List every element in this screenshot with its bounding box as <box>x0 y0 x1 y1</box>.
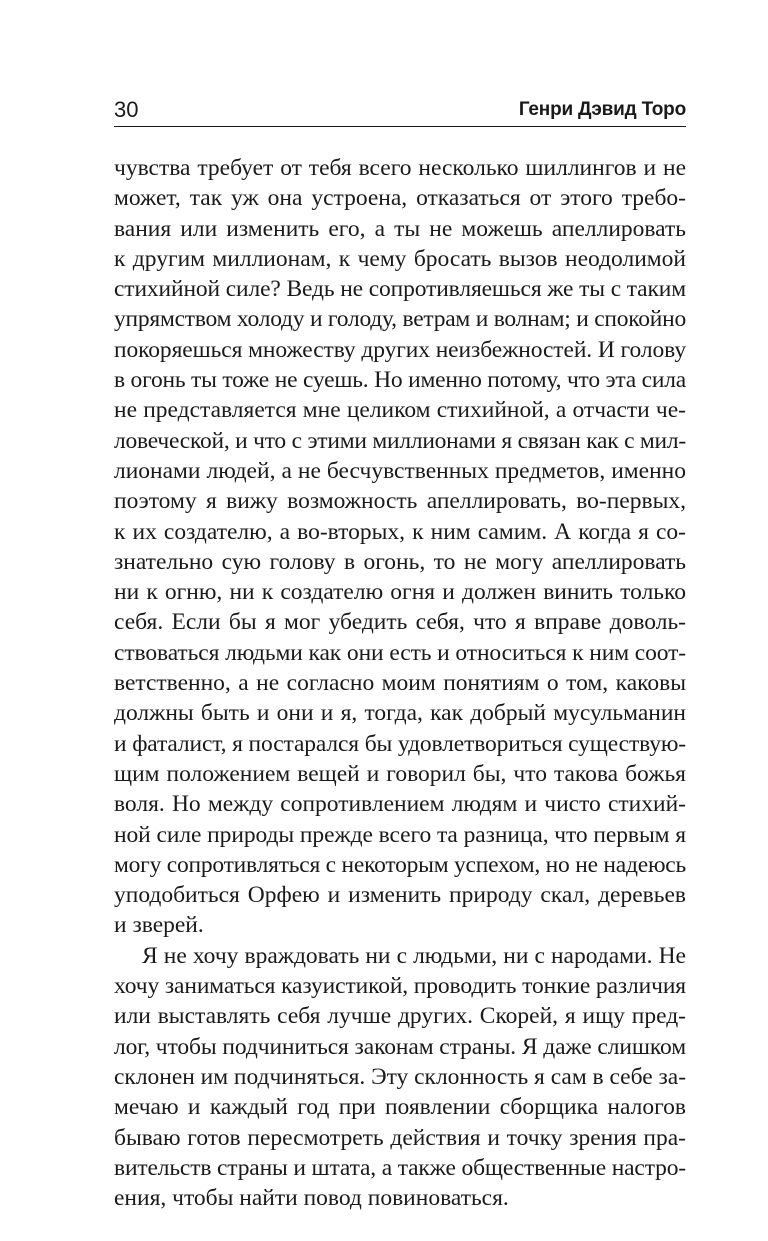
text-line: ения, чтобы найти повод повиноваться. <box>114 1185 509 1212</box>
text-line: не представляется мне целиком стихийной, а отчасти че- <box>114 397 686 424</box>
text-line: Я не хочу враждовать ни с людьми, ни с народами. Не <box>142 942 686 969</box>
text-line: щим положением вещей и говорил бы, что такова божья <box>114 760 686 787</box>
text-line: склонен им подчиняться. Эту склонность я сам в себе за- <box>114 1063 686 1090</box>
text-line: и фаталист, я постарался бы удовлетвориться существую- <box>114 730 686 757</box>
running-head: Генри Дэвид Торо <box>518 99 686 120</box>
text-line: знательно сую голову в огонь, то не могу апеллировать <box>114 548 686 575</box>
text-line: лионами людей, а не бесчувственных предметов, именно <box>114 457 686 484</box>
text-line: может, так уж она устроена, отказаться от этого требо- <box>114 185 686 212</box>
page-number: 30 <box>114 97 139 122</box>
text-line: к их создателю, а во-вторых, к ним самим. А когда я со- <box>114 518 686 545</box>
text-line: к другим миллионам, к чему бросать вызов неодолимой <box>114 245 686 272</box>
text-line: покоряешься множеству других неизбежностей. И голову <box>114 336 686 363</box>
text-line: уподобиться Орфею и изменить природу скал, деревьев <box>114 882 686 909</box>
text-line: бываю готов пересмотреть действия и точку зрения пра- <box>114 1124 686 1151</box>
text-line: ной силе природы прежде всего та разница, что первым я <box>114 821 686 848</box>
text-line: ловеческой, и что с этими миллионами я связан как с мил- <box>114 427 686 454</box>
text-line: ствоваться людьми как они есть и относиться к ним соот- <box>114 639 686 666</box>
body-text <box>114 153 686 1213</box>
text-line: могу сопротивляться с некоторым успехом, но не надеюсь <box>114 851 686 878</box>
text-line: в огонь ты тоже не суешь. Но именно потому, что эта сила <box>114 367 686 394</box>
text-line: стихийной силе? Ведь не сопротивляешься же ты с таким <box>114 276 686 303</box>
text-line: воля. Но между сопротивлением людям и чисто стихий- <box>114 791 686 818</box>
text-line: поэтому я вижу возможность апеллировать, во-первых, <box>114 488 686 515</box>
text-line: упрямством холоду и голоду, ветрам и волнам; и спокойно <box>114 306 686 333</box>
text-line: хочу заниматься казуистикой, проводить тонкие различия <box>114 973 686 1000</box>
text-line: лог, чтобы подчиниться законам страны. Я даже слишком <box>114 1033 686 1060</box>
text-line: чувства требует от тебя всего несколько шиллингов и не <box>114 155 686 181</box>
paragraph-1 <box>114 153 686 941</box>
page-header <box>114 92 686 127</box>
text-line: вания или изменить его, а ты не можешь апеллировать <box>114 215 686 242</box>
text-line: вительств страны и штата, а также общественные настро- <box>114 1154 686 1181</box>
text-line: ни к огню, ни к создателю огня и должен винить только <box>114 579 686 606</box>
text-line: себя. Если бы я мог убедить себя, что я вправе доволь- <box>114 609 686 636</box>
paragraph-2 <box>114 941 686 1214</box>
text-line: или выставлять себя лучше других. Скорей, я ищу пред- <box>114 1003 686 1030</box>
text-line: и зверей. <box>114 912 204 939</box>
text-line: мечаю и каждый год при появлении сборщика налогов <box>114 1094 686 1121</box>
text-line: ветственно, а не согласно моим понятиям о том, каковы <box>114 670 686 697</box>
text-line: должны быть и они и я, тогда, как добрый мусульманин <box>114 700 686 727</box>
